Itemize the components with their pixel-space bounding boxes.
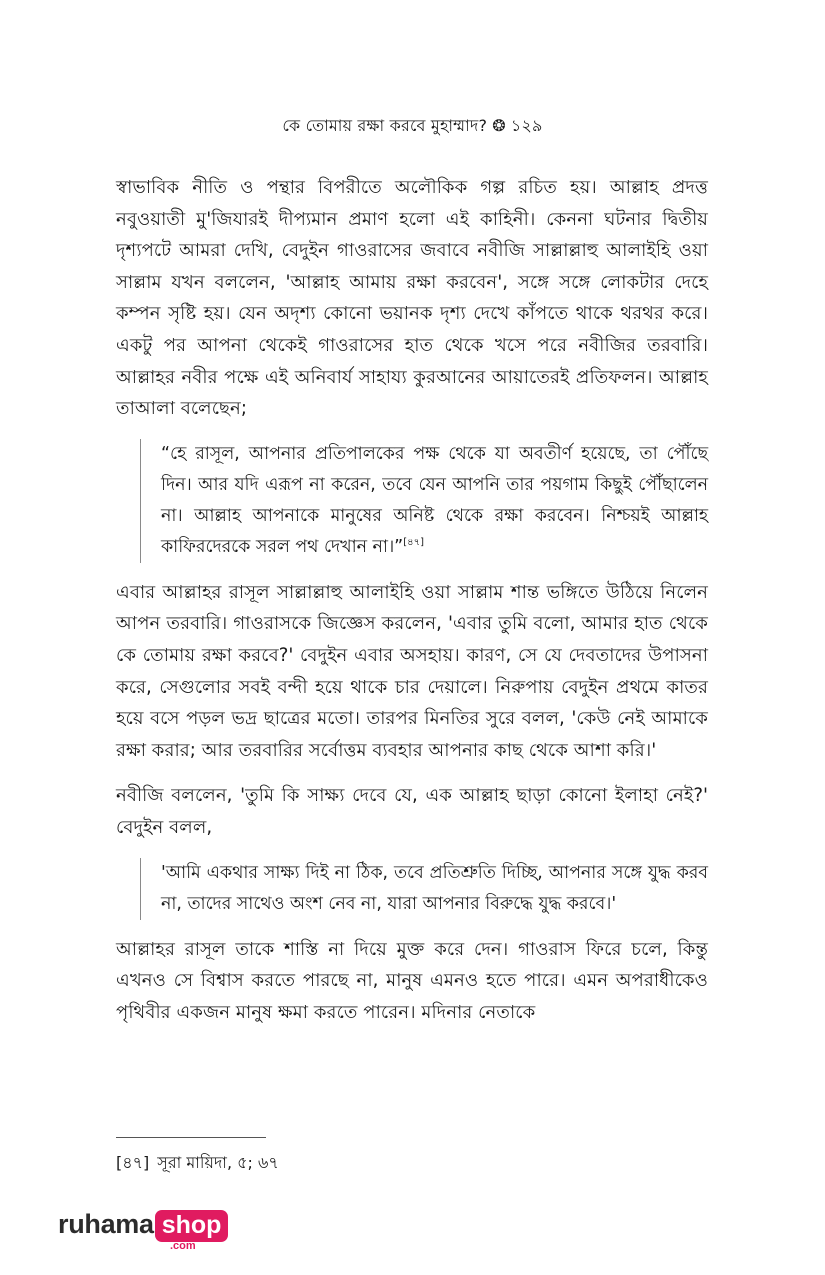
paragraph-3: নবীজি বললেন, 'তুমি কি সাক্ষ্য দেবে যে, এক আল্লাহ ছাড়া কোনো ইলাহা নেই?' বেদুইন বলল,: [116, 785, 708, 838]
ruhamashop-logo: [58, 1209, 228, 1252]
page-body: [116, 172, 708, 1042]
footnote-number: [৪৭]: [116, 1153, 150, 1172]
page-number: ১২৯: [510, 116, 543, 135]
logo-text-ruhama: ruhama: [58, 1209, 154, 1239]
quote-text: “হে রাসূল, আপনার প্রতিপালকের পক্ষ থেকে যা অবতীর্ণ হয়েছে, তা পৌঁছে দিন। আর যদি এরূপ না করেন, তবে যেন আপনি তার পয়গাম কিছুই পৌঁছালেন না। আল্লাহ আপনাকে মানুষের অনিষ্ট থেকে রক্ষা করবেন। নিশ্চয়ই আল্লাহ কাফিরদেরকে সরল পথ দেখান না।”: [161, 443, 708, 557]
paragraph-2: এবার আল্লাহর রাসূল সাল্লাল্লাহু আলাইহি ওয়া সাল্লাম শান্ত ভঙ্গিতে উঠিয়ে নিলেন আপন তরবারি। গাওরাসকে জিজ্ঞেস করলেন, 'এবার তুমি বলো, আমার হাত থেকে কে তোমায় রক্ষা করবে?' বেদুইন এবার অসহায়। কারণ, সে যে দেবতাদের উপাসনা করে, সেগুলোর সবই বন্দী হয়ে থাকে চার দেয়ালে। নিরুপায় বেদুইন প্রথমে কাতর হয়ে বসে পড়ল ভদ্র ছাত্রের মতো। তারপর মিনতির সুরে বলল, 'কেউ নেই আমাকে রক্ষা করার; আর তরবারির সর্বোত্তম ব্যবহার আপনার কাছ থেকে আশা করি।': [116, 581, 708, 761]
quote-text: 'আমি একথার সাক্ষ্য দিই না ঠিক, তবে প্রতিশ্রুতি দিচ্ছি, আপনার সঙ্গে যুদ্ধ করব না, তাদের সাথেও অংশ নেব না, যারা আপনার বিরুদ্ধে যুদ্ধ করবে।': [161, 862, 708, 914]
running-header: [0, 113, 825, 140]
footnote: [116, 1150, 279, 1177]
blockquote-reply: [140, 858, 708, 920]
blockquote-verse: [140, 439, 708, 563]
separator-icon: ❂: [492, 116, 506, 135]
running-title: কে তোমায় রক্ষা করবে মুহাম্মাদ?: [282, 116, 488, 135]
footnote-divider: [116, 1137, 266, 1138]
logo-text-dotcom: .com: [170, 1240, 196, 1252]
footnote-text: সূরা মায়িদা, ৫; ৬৭: [157, 1153, 279, 1172]
paragraph-4: আল্লাহর রাসূল তাকে শাস্তি না দিয়ে মুক্ত করে দেন। গাওরাস ফিরে চলে, কিন্তু এখনও সে বিশ্বাস করতে পারছে না, মানুষ এমনও হতে পারে। এমন অপরাধীকেও পৃথিবীর একজন মানুষ ক্ষমা করতে পারেন। মদিনার নেতাকে: [116, 938, 708, 1023]
paragraph-1: স্বাভাবিক নীতি ও পন্থার বিপরীতে অলৌকিক গল্প রচিত হয়। আল্লাহ প্রদত্ত নবুওয়াতী মু'জিযারই দীপ্যমান প্রমাণ হলো এই কাহিনী। কেননা ঘটনার দ্বিতীয় দৃশ্যপটে আমরা দেখি, বেদুইন গাওরাসের জবাবে নবীজি সাল্লাল্লাহু আলাইহি ওয়া সাল্লাম যখন বললেন, 'আল্লাহ আমায় রক্ষা করবেন', সঙ্গে সঙ্গে লোকটার দেহে কম্পন সৃষ্টি হয়। যেন অদৃশ্য কোনো ভয়ানক দৃশ্য দেখে কাঁপতে থাকে থরথর করে। একটু পর আপনা থেকেই গাওরাসের হাত থেকে খসে পরে নবীজির তরবারি। আল্লাহর নবীর পক্ষে এই অনিবার্য সাহায্য কুরআনের আয়াতেরই প্রতিফলন। আল্লাহ তাআলা বলেছেন;: [116, 177, 708, 420]
logo-text-shop: shop: [155, 1210, 229, 1242]
footnote-reference[interactable]: [৪৭]: [403, 536, 424, 548]
